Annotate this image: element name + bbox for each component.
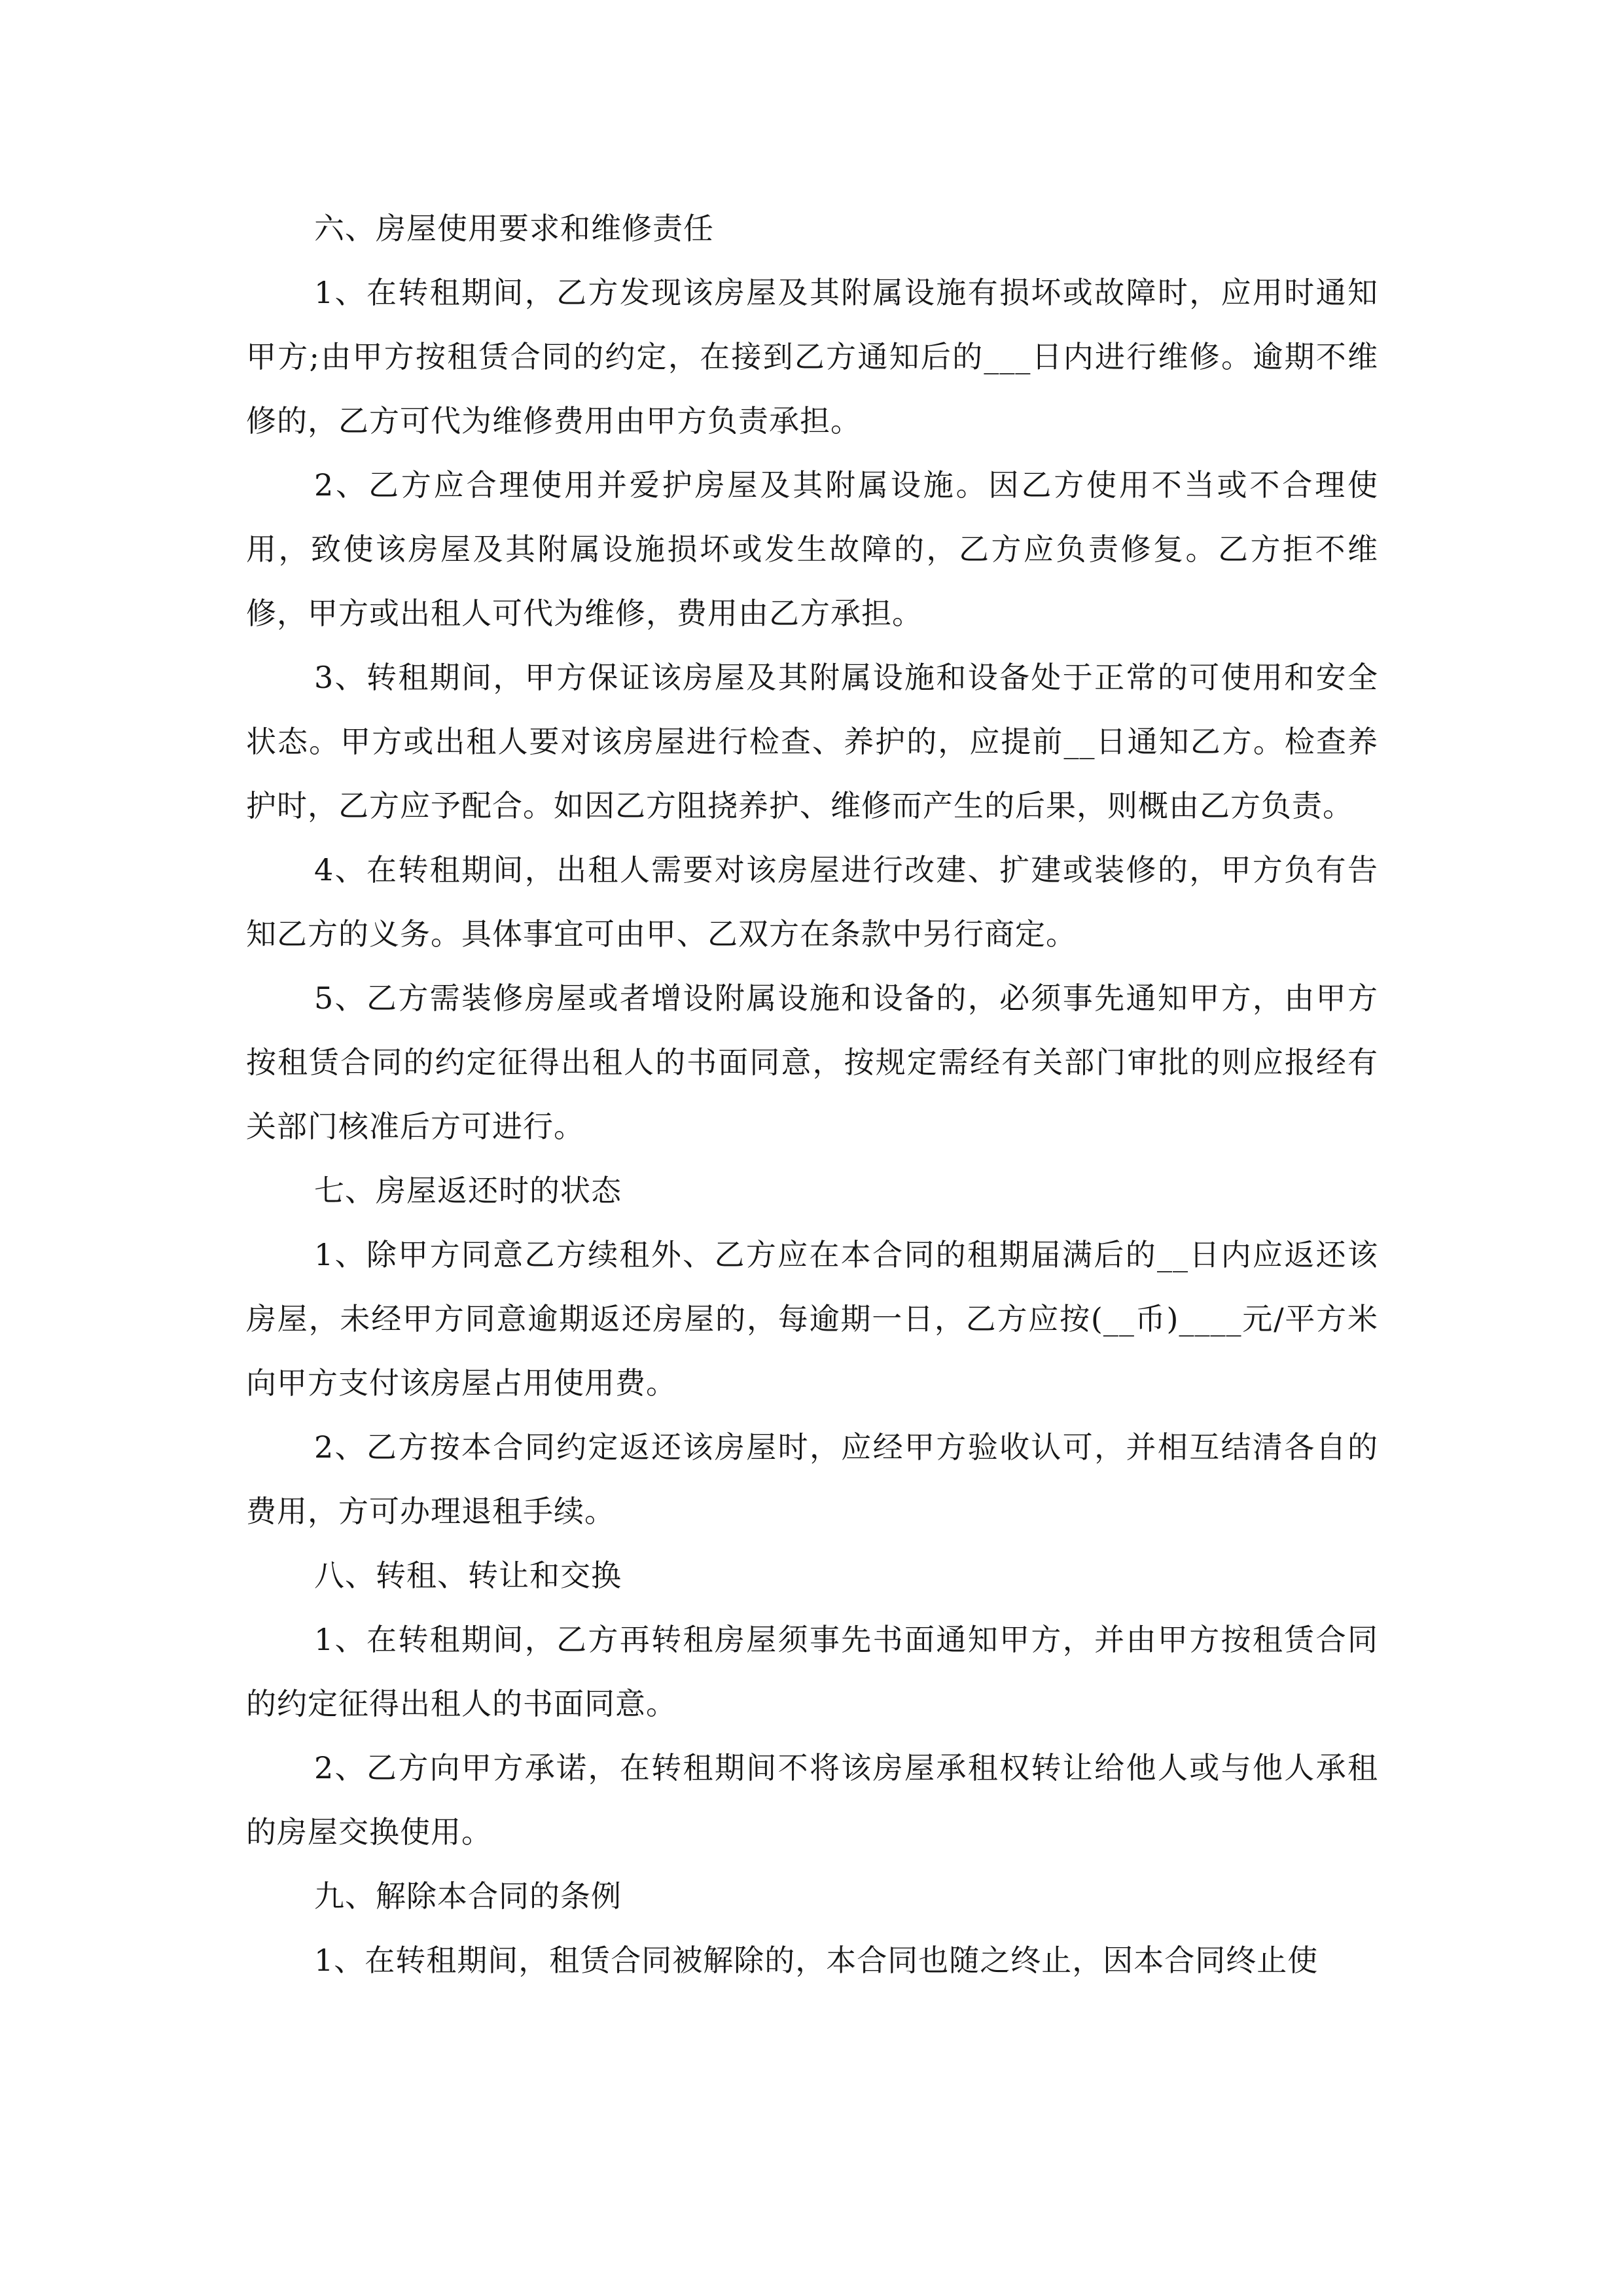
document-body bbox=[246, 196, 1378, 1992]
clause-6-3: 3、转租期间，甲方保证该房屋及其附属设施和设备处于正常的可使用和安全状态。甲方或出租人要对该房屋进行检查、养护的，应提前__日通知乙方。检查养护时，乙方应予配合。如因乙方阻挠养护、维修而产生的后果，则概由乙方负责。 bbox=[246, 660, 1378, 823]
clause-7-2: 2、乙方按本合同约定返还该房屋时，应经甲方验收认可，并相互结清各自的费用，方可办理退租手续。 bbox=[246, 1429, 1378, 1529]
clause-6-5: 5、乙方需装修房屋或者增设附属设施和设备的，必须事先通知甲方，由甲方按租赁合同的约定征得出租人的书面同意，按规定需经有关部门审批的则应报经有关部门核准后方可进行。 bbox=[246, 980, 1378, 1144]
clause-6-4: 4、在转租期间，出租人需要对该房屋进行改建、扩建或装修的，甲方负有告知乙方的义务。具体事宜可由甲、乙双方在条款中另行商定。 bbox=[246, 852, 1378, 952]
clause-6-1: 1、在转租期间，乙方发现该房屋及其附属设施有损坏或故障时，应用时通知甲方;由甲方按租赁合同的约定，在接到乙方通知后的___日内进行维修。逾期不维修的，乙方可代为维修费用由甲方负责承担。 bbox=[246, 275, 1378, 439]
section-heading-7: 七、房屋返还时的状态 bbox=[314, 1173, 622, 1208]
clause-8-2: 2、乙方向甲方承诺，在转租期间不将该房屋承租权转让给他人或与他人承租的房屋交换使用。 bbox=[246, 1750, 1378, 1850]
clause-7-1: 1、除甲方同意乙方续租外、乙方应在本合同的租期届满后的__日内应返还该房屋，未经甲方同意逾期返还房屋的，每逾期一日，乙方应按(__币)____元/平方米向甲方支付该房屋占用使用费。 bbox=[246, 1237, 1378, 1401]
clause-8-1: 1、在转租期间，乙方再转租房屋须事先书面通知甲方，并由甲方按租赁合同的约定征得出租人的书面同意。 bbox=[246, 1622, 1378, 1721]
clause-6-2: 2、乙方应合理使用并爱护房屋及其附属设施。因乙方使用不当或不合理使用，致使该房屋及其附属设施损坏或发生故障的，乙方应负责修复。乙方拒不维修，甲方或出租人可代为维修，费用由乙方承担。 bbox=[246, 467, 1378, 631]
section-heading-8: 八、转租、转让和交换 bbox=[314, 1558, 622, 1593]
clause-9-1: 1、在转租期间，租赁合同被解除的，本合同也随之终止，因本合同终止使 bbox=[314, 1943, 1319, 1978]
section-heading-9: 九、解除本合同的条例 bbox=[314, 1878, 622, 1914]
section-heading-6: 六、房屋使用要求和维修责任 bbox=[314, 211, 714, 246]
